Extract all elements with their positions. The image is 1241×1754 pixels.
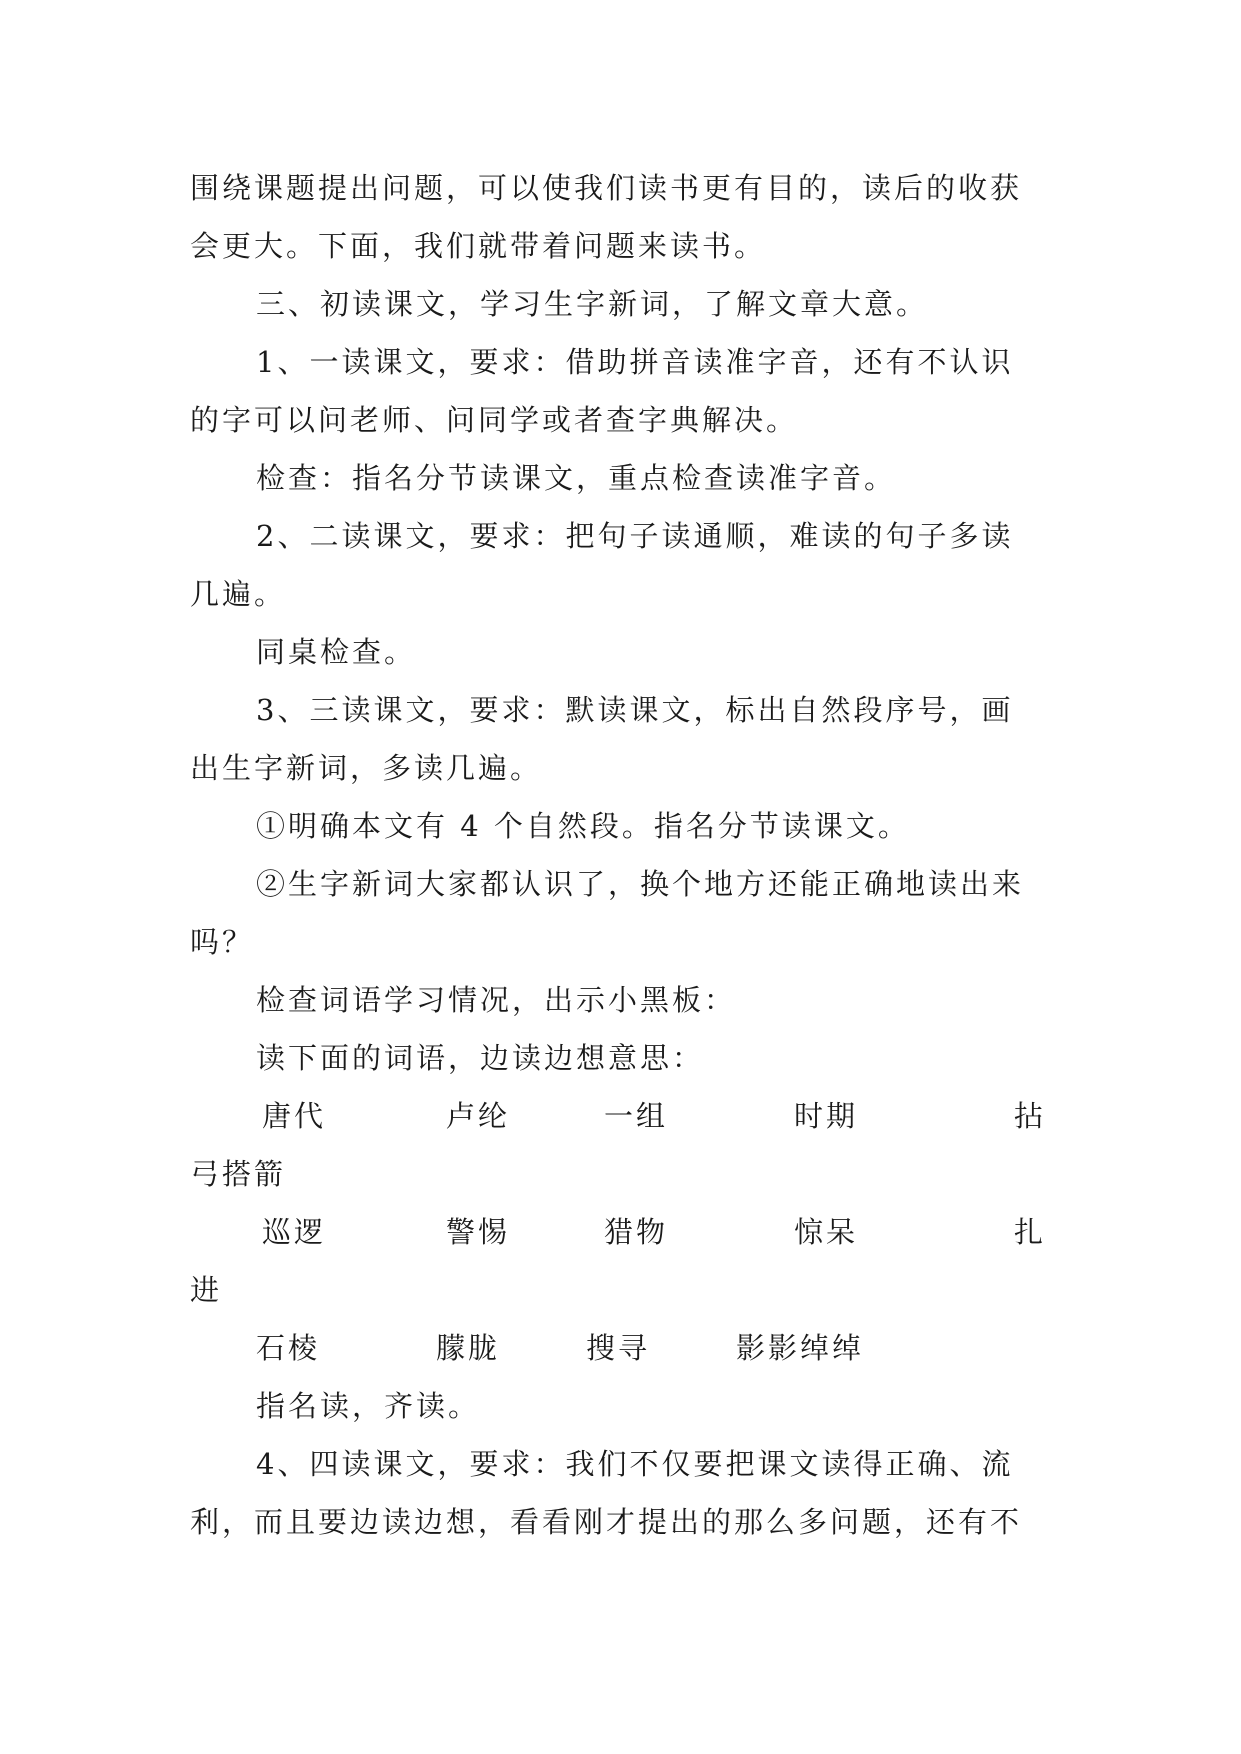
word-item: 巡逻 <box>262 1215 327 1249</box>
word-item: 卢纶 <box>446 1099 511 1133</box>
paragraph-line: 检查词语学习情况，出示小黑板： <box>256 983 737 1017</box>
paragraph-line: ②生字新词大家都认识了，换个地方还能正确地读出来 <box>256 867 1025 901</box>
word-item: 搜寻 <box>586 1331 651 1365</box>
word-item: 时期 <box>794 1099 859 1133</box>
word-list-continuation: 弓搭箭 <box>190 1157 287 1191</box>
paragraph-line: 会更大。下面，我们就带着问题来读书。 <box>190 229 767 263</box>
paragraph-line: 几遍。 <box>190 577 287 611</box>
paragraph-line: 利，而且要边读边想，看看刚才提出的那么多问题，还有不 <box>190 1505 1023 1539</box>
paragraph-line: 同桌检查。 <box>256 635 417 669</box>
word-item: 扎 <box>1014 1215 1047 1249</box>
word-item: 警惕 <box>446 1215 511 1249</box>
paragraph-line: 2、二读课文，要求：把句子读通顺，难读的句子多读 <box>256 519 1014 553</box>
paragraph-line: 吗？ <box>190 925 255 959</box>
word-item: 一组 <box>604 1099 669 1133</box>
paragraph-line: ①明确本文有 4 个自然段。指名分节读课文。 <box>256 809 910 843</box>
paragraph-line: 指名读，齐读。 <box>256 1389 481 1423</box>
word-list-row <box>0 1328 1241 1368</box>
word-item: 猎物 <box>604 1215 669 1249</box>
paragraph-line: 检查：指名分节读课文，重点检查读准字音。 <box>256 461 897 495</box>
word-list-continuation: 进 <box>190 1273 223 1307</box>
paragraph-line: 围绕课题提出问题，可以使我们读书更有目的，读后的收获 <box>190 171 1023 205</box>
paragraph-line: 3、三读课文，要求：默读课文，标出自然段序号，画 <box>256 693 1014 727</box>
paragraph-line: 4、四读课文，要求：我们不仅要把课文读得正确、流 <box>256 1447 1014 1481</box>
word-item: 石棱 <box>256 1331 321 1365</box>
paragraph-line: 的字可以问老师、问同学或者查字典解决。 <box>190 403 799 437</box>
section-heading: 三、初读课文，学习生字新词，了解文章大意。 <box>256 287 929 321</box>
word-item: 朦胧 <box>436 1331 501 1365</box>
paragraph-line: 1、一读课文，要求：借助拼音读准字音，还有不认识 <box>256 345 1014 379</box>
word-item: 惊呆 <box>794 1215 859 1249</box>
paragraph-line: 读下面的词语，边读边想意思： <box>256 1041 705 1075</box>
paragraph-line: 出生字新词，多读几遍。 <box>190 751 543 785</box>
word-item: 唐代 <box>262 1099 327 1133</box>
word-list-row <box>0 1096 1241 1136</box>
word-item: 拈 <box>1014 1099 1047 1133</box>
word-item: 影影绰绰 <box>736 1331 865 1365</box>
word-list-row <box>0 1212 1241 1252</box>
